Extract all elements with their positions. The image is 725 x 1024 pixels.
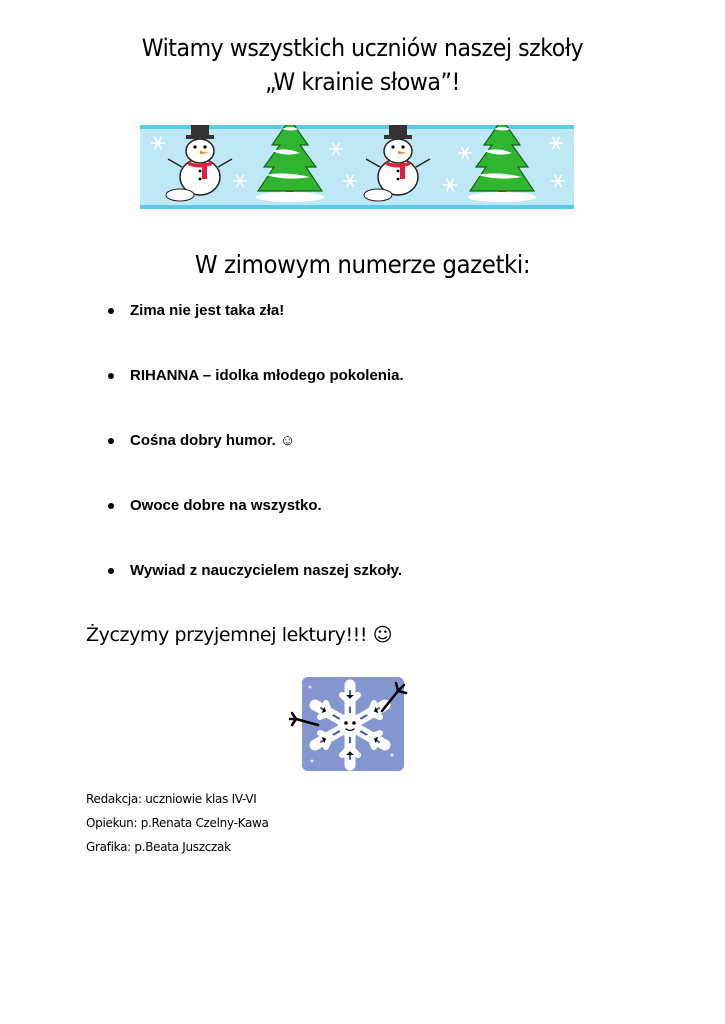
credit-supervisor: Opiekun: p.Renata Czelny-Kawa [86, 816, 269, 830]
list-item: RIHANNA – idolka młodego pokolenia. [108, 361, 404, 426]
bullet-icon [108, 308, 114, 314]
contents-heading: W zimowym numerze gazetki: [194, 250, 531, 279]
bullet-icon [108, 503, 114, 509]
page-title-name: „W krainie słowa”! [265, 68, 460, 96]
bullet-icon [108, 373, 114, 379]
smiling-snowflake-icon [288, 675, 410, 775]
page-title: Witamy wszystkich uczniów naszej szkoły [141, 34, 584, 62]
bullet-icon [108, 568, 114, 574]
bullet-icon [108, 438, 114, 444]
closing-wish: Życzymy przyjemnej lektury!!! ☺ [86, 624, 393, 646]
list-item: Owoce dobre na wszystko. [108, 491, 404, 556]
winter-banner [140, 125, 574, 209]
list-item: Zima nie jest taka zła! [108, 296, 404, 361]
credit-graphics: Grafika: p.Beata Juszczak [86, 840, 231, 854]
list-item: Wywiad z nauczycielem naszej szkoły. [108, 556, 404, 621]
contents-list [108, 296, 404, 621]
list-item: Cośna dobry humor. ☺ [108, 426, 404, 491]
credit-editors: Redakcja: uczniowie klas IV-VI [86, 792, 257, 806]
